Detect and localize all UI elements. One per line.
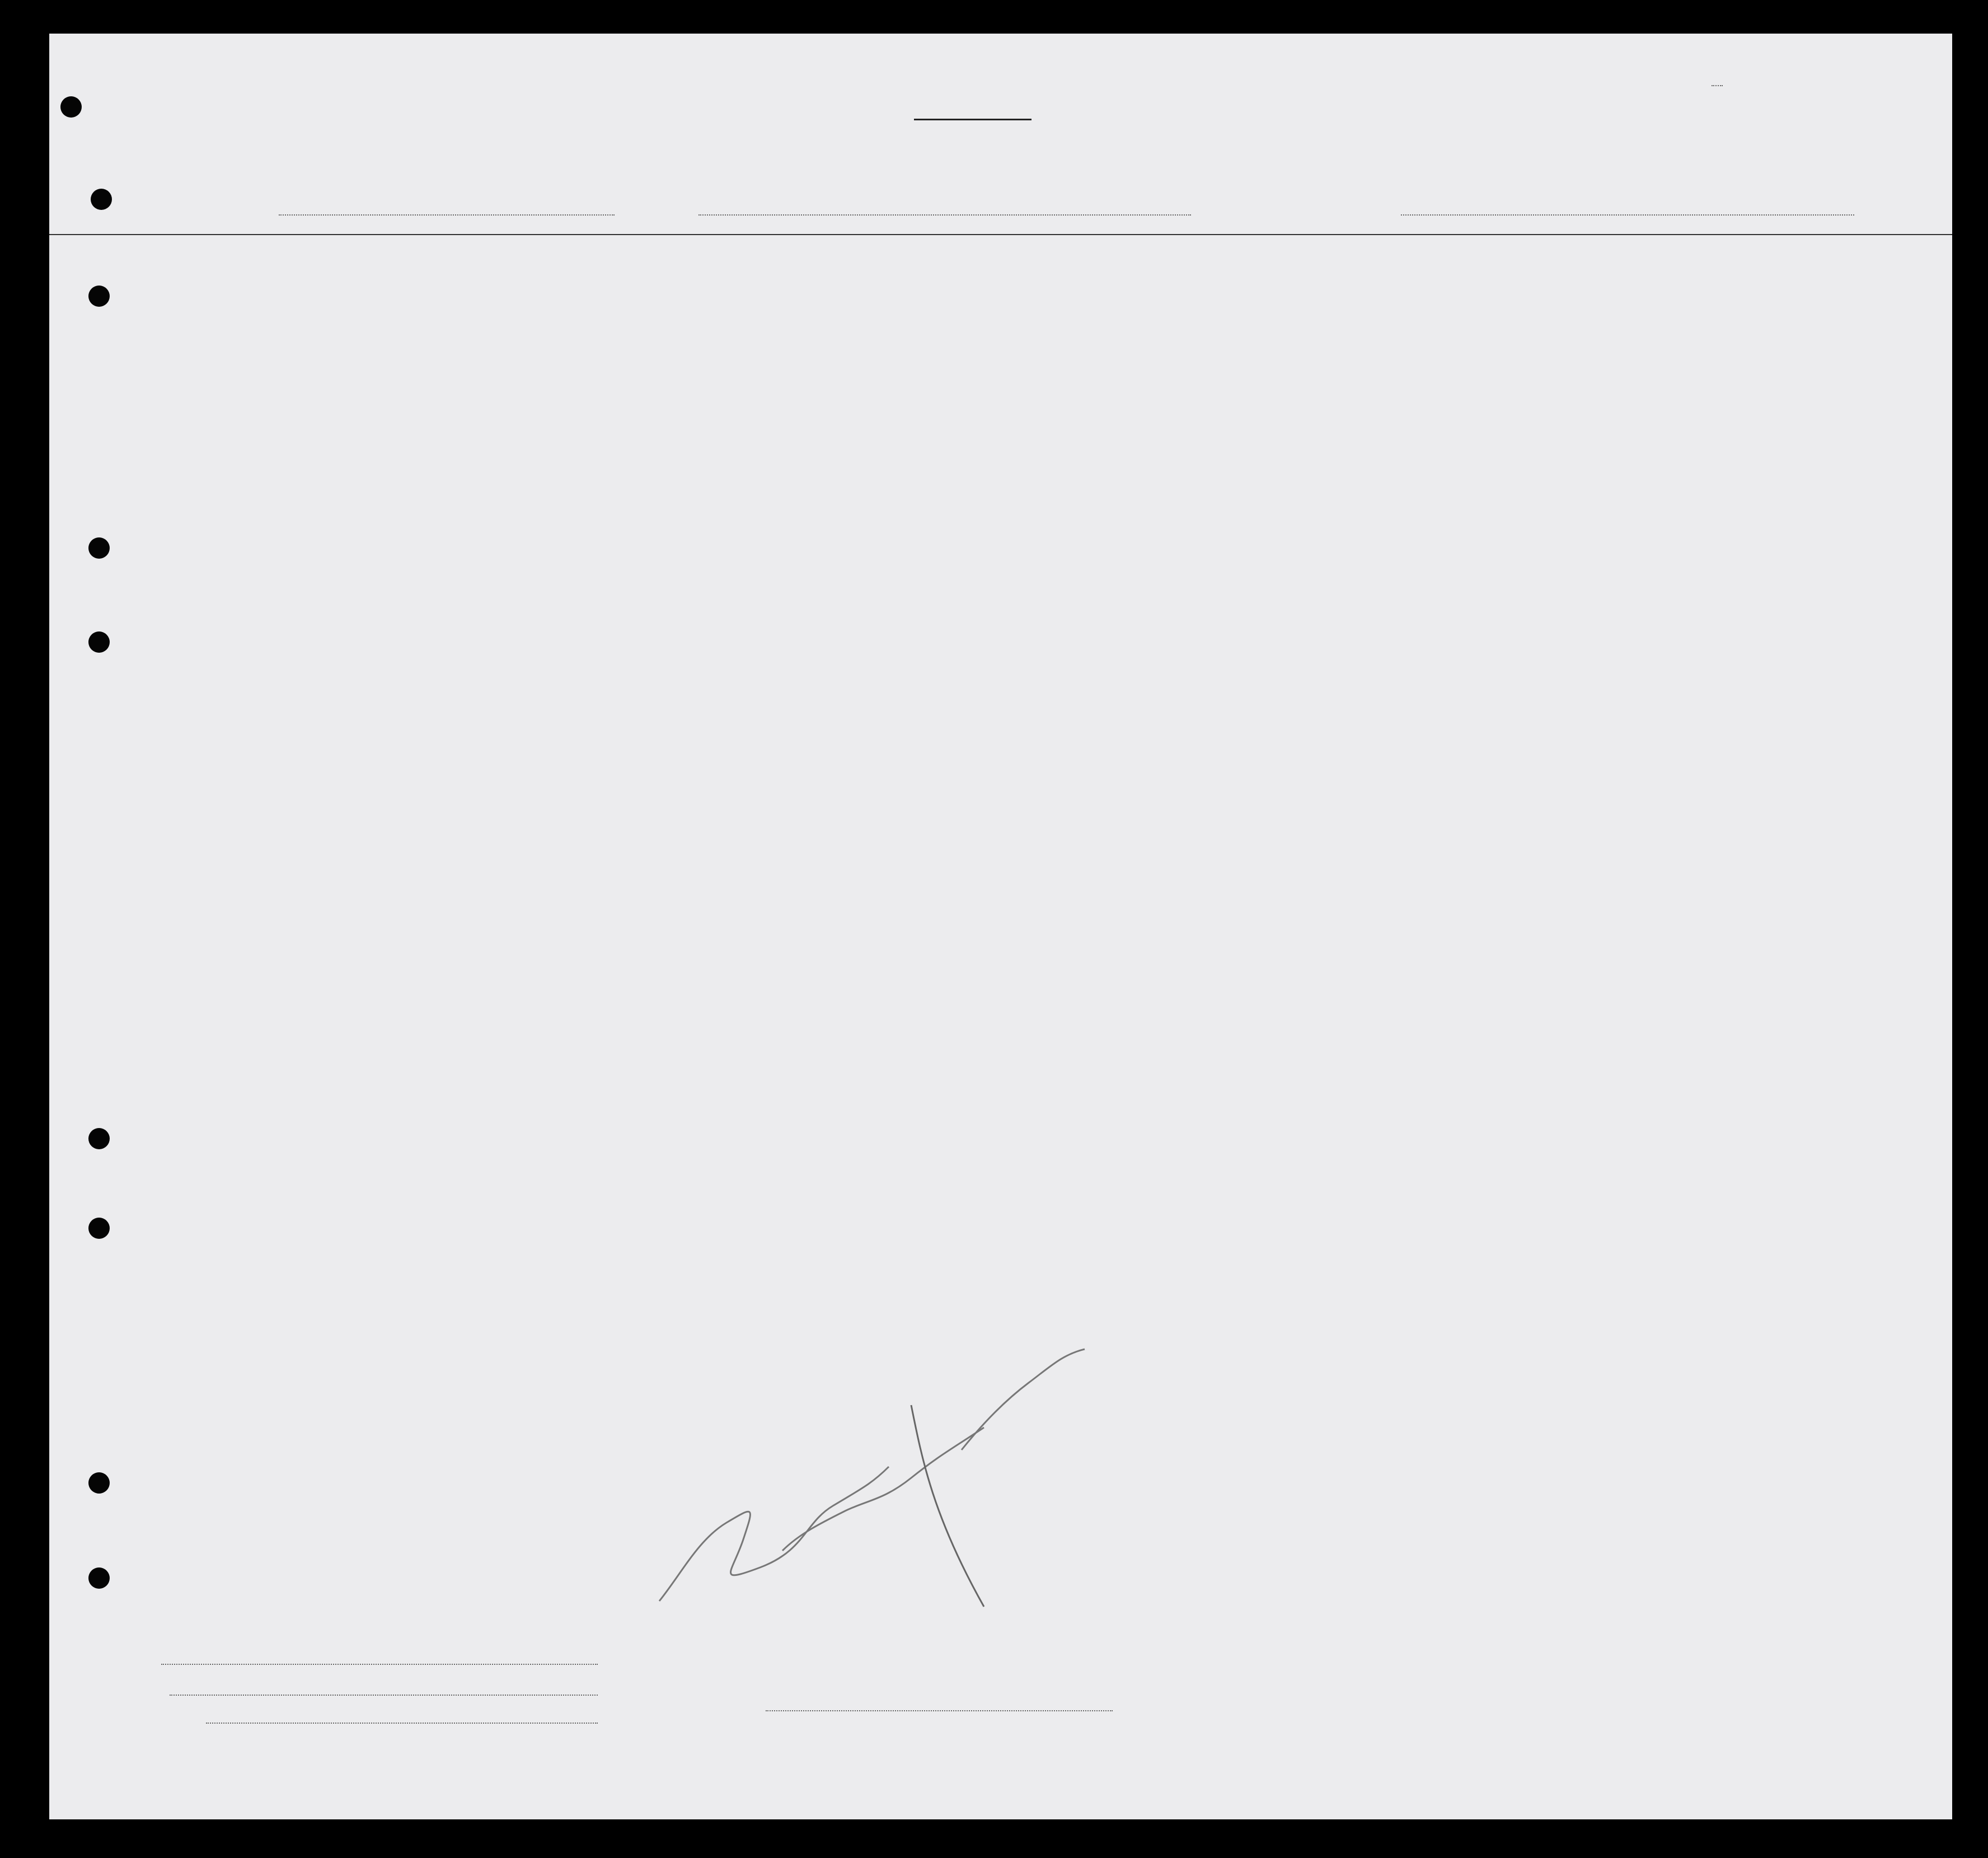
vessel-field-line bbox=[279, 214, 615, 216]
binder-hole bbox=[88, 1567, 110, 1589]
binder-hole bbox=[88, 1128, 110, 1149]
binder-hole bbox=[88, 631, 110, 653]
line-field-line bbox=[161, 1664, 598, 1665]
binder-hole bbox=[88, 537, 110, 559]
agents-field-line bbox=[206, 1723, 598, 1724]
inspector-signature-scribble bbox=[648, 1338, 1152, 1674]
header-top-rule bbox=[49, 234, 1952, 235]
owners-field-line bbox=[170, 1695, 598, 1696]
manifest-sheet bbox=[49, 34, 1952, 1819]
inspector-field-line bbox=[766, 1710, 1113, 1711]
binder-hole bbox=[60, 96, 82, 118]
binder-hole bbox=[88, 1218, 110, 1239]
binder-hole bbox=[88, 1472, 110, 1494]
sheet-value bbox=[1712, 63, 1723, 86]
sheet-number bbox=[1712, 63, 1723, 85]
from-field-line bbox=[1401, 214, 1854, 216]
title-rule bbox=[914, 119, 1031, 120]
arriving-field-line bbox=[698, 214, 1191, 216]
binder-hole bbox=[88, 286, 110, 307]
binder-hole bbox=[91, 189, 112, 210]
